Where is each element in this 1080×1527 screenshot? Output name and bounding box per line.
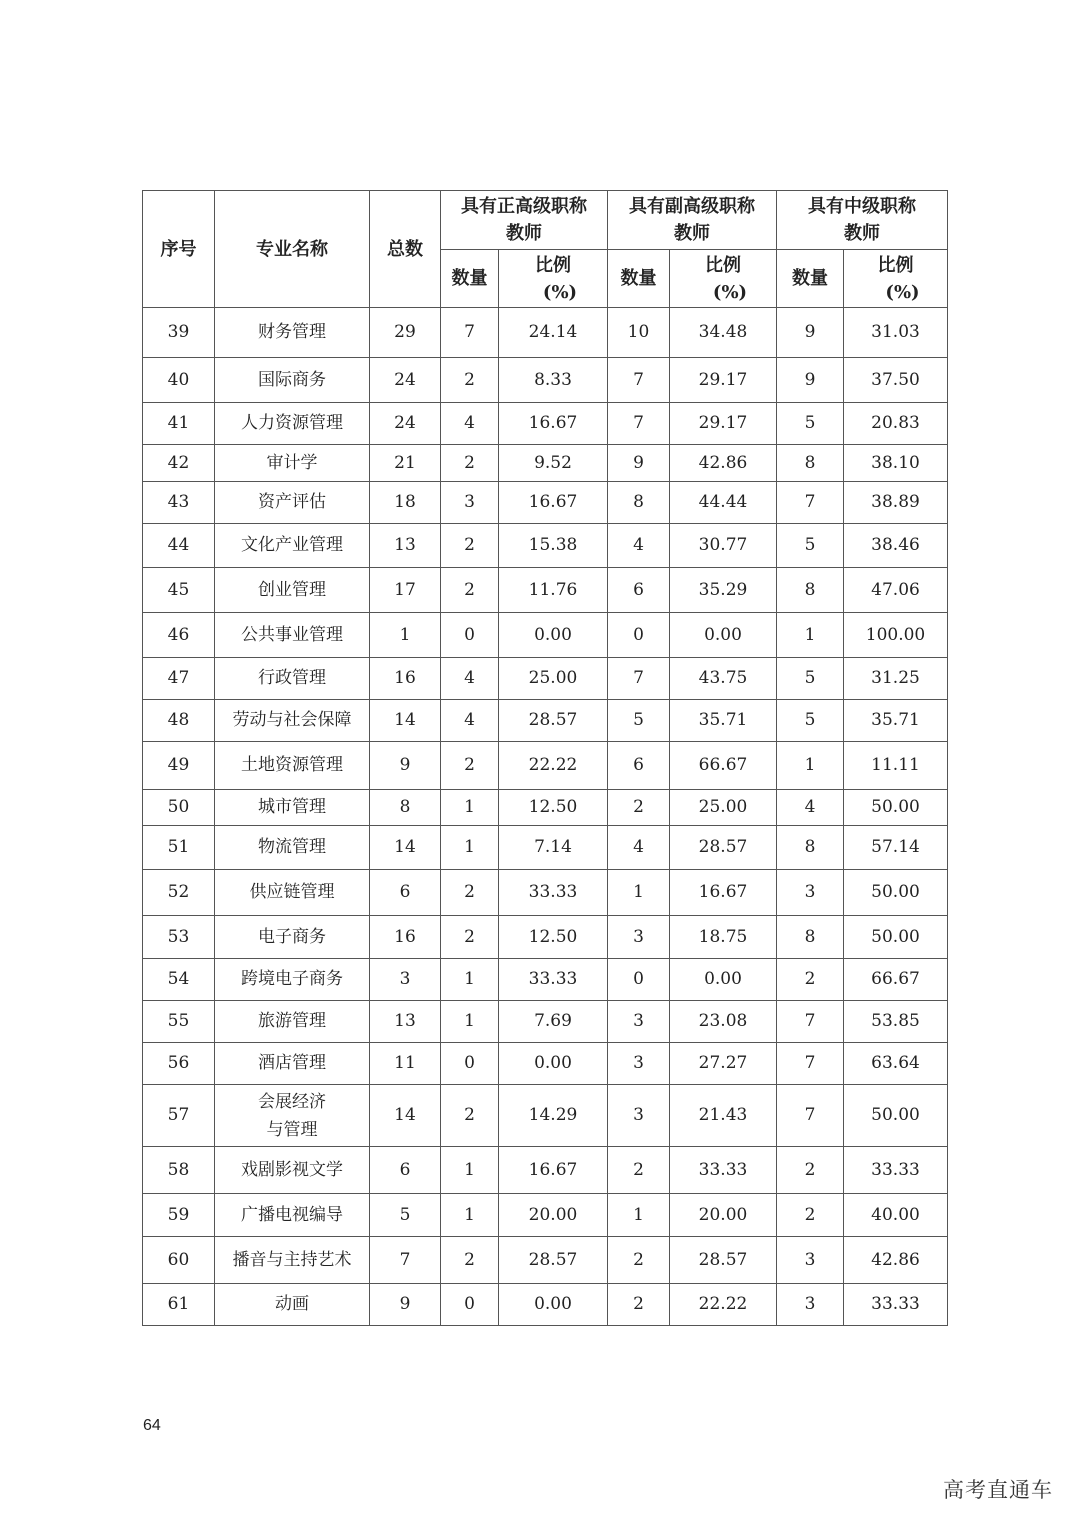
associate-ratio-cell: 16.67 — [670, 870, 777, 916]
intermediate-count-cell: 2 — [777, 1147, 844, 1194]
associate-ratio-cell: 35.29 — [670, 568, 777, 613]
intermediate-ratio-cell: 37.50 — [844, 358, 948, 403]
intermediate-ratio-cell: 50.00 — [844, 790, 948, 826]
associate-ratio-cell: 23.08 — [670, 1001, 777, 1043]
intermediate-count-cell: 5 — [777, 524, 844, 568]
seq-cell: 58 — [143, 1147, 215, 1194]
header-major: 专业名称 — [215, 191, 370, 308]
seq-cell: 44 — [143, 524, 215, 568]
senior-count-cell: 2 — [441, 358, 499, 403]
seq-cell: 51 — [143, 826, 215, 870]
major-cell: 审计学 — [215, 445, 370, 482]
table-row — [143, 308, 948, 358]
associate-count-cell: 9 — [608, 445, 670, 482]
intermediate-ratio-cell: 31.03 — [844, 308, 948, 358]
total-cell: 5 — [370, 1194, 441, 1237]
senior-count-cell: 2 — [441, 916, 499, 959]
major-cell: 劳动与社会保障 — [215, 700, 370, 742]
senior-count-cell: 1 — [441, 826, 499, 870]
intermediate-count-cell: 5 — [777, 700, 844, 742]
total-cell: 11 — [370, 1043, 441, 1085]
table-row — [143, 742, 948, 790]
seq-cell: 54 — [143, 959, 215, 1001]
associate-ratio-cell: 28.57 — [670, 1237, 777, 1284]
intermediate-count-cell: 8 — [777, 826, 844, 870]
associate-count-cell: 0 — [608, 613, 670, 658]
table-row — [143, 658, 948, 700]
senior-ratio-cell: 8.33 — [499, 358, 608, 403]
senior-count-cell: 1 — [441, 1194, 499, 1237]
associate-ratio-cell: 22.22 — [670, 1284, 777, 1326]
major-cell: 动画 — [215, 1284, 370, 1326]
intermediate-ratio-cell: 47.06 — [844, 568, 948, 613]
senior-ratio-cell: 33.33 — [499, 870, 608, 916]
intermediate-ratio-cell: 63.64 — [844, 1043, 948, 1085]
intermediate-ratio-cell: 38.10 — [844, 445, 948, 482]
intermediate-ratio-cell: 42.86 — [844, 1237, 948, 1284]
associate-ratio-cell: 20.00 — [670, 1194, 777, 1237]
table-row — [143, 1085, 948, 1147]
intermediate-ratio-cell: 20.83 — [844, 403, 948, 445]
associate-count-cell: 3 — [608, 1043, 670, 1085]
intermediate-ratio-cell: 66.67 — [844, 959, 948, 1001]
intermediate-ratio-cell: 33.33 — [844, 1284, 948, 1326]
associate-ratio-cell: 43.75 — [670, 658, 777, 700]
header-ratio: 比例 (%) — [844, 250, 948, 308]
total-cell: 6 — [370, 1147, 441, 1194]
table-row — [143, 524, 948, 568]
associate-count-cell: 1 — [608, 1194, 670, 1237]
senior-ratio-cell: 16.67 — [499, 1147, 608, 1194]
seq-cell: 57 — [143, 1085, 215, 1147]
intermediate-count-cell: 7 — [777, 1043, 844, 1085]
table-row — [143, 445, 948, 482]
associate-count-cell: 1 — [608, 870, 670, 916]
total-cell: 16 — [370, 658, 441, 700]
major-cell: 文化产业管理 — [215, 524, 370, 568]
associate-ratio-cell: 35.71 — [670, 700, 777, 742]
major-cell: 跨境电子商务 — [215, 959, 370, 1001]
senior-ratio-cell: 15.38 — [499, 524, 608, 568]
senior-count-cell: 2 — [441, 1085, 499, 1147]
associate-ratio-cell: 34.48 — [670, 308, 777, 358]
associate-count-cell: 4 — [608, 826, 670, 870]
intermediate-count-cell: 5 — [777, 403, 844, 445]
total-cell: 13 — [370, 524, 441, 568]
total-cell: 14 — [370, 700, 441, 742]
major-cell: 供应链管理 — [215, 870, 370, 916]
associate-ratio-cell: 21.43 — [670, 1085, 777, 1147]
table-row — [143, 790, 948, 826]
intermediate-count-cell: 3 — [777, 870, 844, 916]
header-intermediate: 具有中级职称教师 — [777, 191, 948, 250]
total-cell: 6 — [370, 870, 441, 916]
major-cell: 土地资源管理 — [215, 742, 370, 790]
total-cell: 16 — [370, 916, 441, 959]
intermediate-count-cell: 2 — [777, 1194, 844, 1237]
header-ratio: 比例 (%) — [499, 250, 608, 308]
seq-cell: 59 — [143, 1194, 215, 1237]
associate-ratio-cell: 29.17 — [670, 403, 777, 445]
table-row — [143, 1194, 948, 1237]
table-row — [143, 482, 948, 524]
major-cell: 公共事业管理 — [215, 613, 370, 658]
intermediate-count-cell: 3 — [777, 1284, 844, 1326]
seq-cell: 60 — [143, 1237, 215, 1284]
table-row — [143, 870, 948, 916]
associate-ratio-cell: 0.00 — [670, 613, 777, 658]
senior-ratio-cell: 7.69 — [499, 1001, 608, 1043]
table-row — [143, 959, 948, 1001]
major-cell: 播音与主持艺术 — [215, 1237, 370, 1284]
associate-count-cell: 2 — [608, 1147, 670, 1194]
senior-ratio-cell: 24.14 — [499, 308, 608, 358]
major-cell: 电子商务 — [215, 916, 370, 959]
major-cell: 国际商务 — [215, 358, 370, 403]
senior-ratio-cell: 12.50 — [499, 790, 608, 826]
watermark: 高考直通车 — [943, 1478, 1053, 1502]
senior-ratio-cell: 25.00 — [499, 658, 608, 700]
table-row — [143, 358, 948, 403]
header-ratio: 比例 (%) — [670, 250, 777, 308]
seq-cell: 43 — [143, 482, 215, 524]
total-cell: 9 — [370, 1284, 441, 1326]
major-cell: 旅游管理 — [215, 1001, 370, 1043]
associate-ratio-cell: 27.27 — [670, 1043, 777, 1085]
header-senior: 具有正高级职称教师 — [441, 191, 608, 250]
major-cell: 广播电视编导 — [215, 1194, 370, 1237]
associate-count-cell: 5 — [608, 700, 670, 742]
senior-ratio-cell: 0.00 — [499, 613, 608, 658]
seq-cell: 53 — [143, 916, 215, 959]
senior-count-cell: 2 — [441, 568, 499, 613]
total-cell: 24 — [370, 403, 441, 445]
senior-ratio-cell: 28.57 — [499, 700, 608, 742]
seq-cell: 52 — [143, 870, 215, 916]
senior-count-cell: 0 — [441, 1284, 499, 1326]
associate-count-cell: 0 — [608, 959, 670, 1001]
seq-cell: 56 — [143, 1043, 215, 1085]
total-cell: 14 — [370, 826, 441, 870]
senior-count-cell: 4 — [441, 700, 499, 742]
senior-ratio-cell: 20.00 — [499, 1194, 608, 1237]
associate-count-cell: 6 — [608, 568, 670, 613]
senior-count-cell: 1 — [441, 959, 499, 1001]
intermediate-ratio-cell: 100.00 — [844, 613, 948, 658]
associate-ratio-cell: 0.00 — [670, 959, 777, 1001]
intermediate-ratio-cell: 38.89 — [844, 482, 948, 524]
senior-ratio-cell: 14.29 — [499, 1085, 608, 1147]
intermediate-ratio-cell: 53.85 — [844, 1001, 948, 1043]
intermediate-ratio-cell: 38.46 — [844, 524, 948, 568]
associate-count-cell: 2 — [608, 790, 670, 826]
total-cell: 8 — [370, 790, 441, 826]
senior-count-cell: 2 — [441, 870, 499, 916]
intermediate-ratio-cell: 35.71 — [844, 700, 948, 742]
intermediate-count-cell: 1 — [777, 742, 844, 790]
header-total: 总数 — [370, 191, 441, 308]
associate-count-cell: 7 — [608, 658, 670, 700]
intermediate-ratio-cell: 50.00 — [844, 916, 948, 959]
total-cell: 17 — [370, 568, 441, 613]
seq-cell: 40 — [143, 358, 215, 403]
associate-count-cell: 3 — [608, 1085, 670, 1147]
senior-ratio-cell: 22.22 — [499, 742, 608, 790]
seq-cell: 61 — [143, 1284, 215, 1326]
table-row — [143, 1147, 948, 1194]
total-cell: 24 — [370, 358, 441, 403]
associate-ratio-cell: 28.57 — [670, 826, 777, 870]
seq-cell: 55 — [143, 1001, 215, 1043]
page-number: 64 — [143, 1417, 161, 1434]
senior-count-cell: 1 — [441, 1001, 499, 1043]
intermediate-ratio-cell: 57.14 — [844, 826, 948, 870]
associate-ratio-cell: 44.44 — [670, 482, 777, 524]
major-cell: 行政管理 — [215, 658, 370, 700]
associate-ratio-cell: 30.77 — [670, 524, 777, 568]
table-row — [143, 1237, 948, 1284]
senior-count-cell: 4 — [441, 403, 499, 445]
intermediate-ratio-cell: 50.00 — [844, 870, 948, 916]
total-cell: 3 — [370, 959, 441, 1001]
major-cell: 会展经济与管理 — [215, 1085, 370, 1147]
table-row — [143, 613, 948, 658]
intermediate-count-cell: 3 — [777, 1237, 844, 1284]
intermediate-count-cell: 5 — [777, 658, 844, 700]
major-cell: 资产评估 — [215, 482, 370, 524]
associate-count-cell: 7 — [608, 358, 670, 403]
intermediate-ratio-cell: 40.00 — [844, 1194, 948, 1237]
senior-ratio-cell: 11.76 — [499, 568, 608, 613]
table-row — [143, 700, 948, 742]
senior-count-cell: 0 — [441, 1043, 499, 1085]
major-cell: 人力资源管理 — [215, 403, 370, 445]
major-cell: 财务管理 — [215, 308, 370, 358]
associate-count-cell: 8 — [608, 482, 670, 524]
senior-ratio-cell: 7.14 — [499, 826, 608, 870]
associate-ratio-cell: 42.86 — [670, 445, 777, 482]
associate-count-cell: 2 — [608, 1284, 670, 1326]
total-cell: 1 — [370, 613, 441, 658]
total-cell: 18 — [370, 482, 441, 524]
intermediate-count-cell: 1 — [777, 613, 844, 658]
seq-cell: 45 — [143, 568, 215, 613]
senior-count-cell: 2 — [441, 445, 499, 482]
total-cell: 9 — [370, 742, 441, 790]
associate-ratio-cell: 29.17 — [670, 358, 777, 403]
senior-ratio-cell: 0.00 — [499, 1043, 608, 1085]
intermediate-count-cell: 8 — [777, 445, 844, 482]
intermediate-ratio-cell: 11.11 — [844, 742, 948, 790]
senior-ratio-cell: 0.00 — [499, 1284, 608, 1326]
associate-count-cell: 2 — [608, 1237, 670, 1284]
seq-cell: 47 — [143, 658, 215, 700]
total-cell: 29 — [370, 308, 441, 358]
total-cell: 14 — [370, 1085, 441, 1147]
senior-ratio-cell: 16.67 — [499, 403, 608, 445]
intermediate-count-cell: 9 — [777, 308, 844, 358]
seq-cell: 50 — [143, 790, 215, 826]
intermediate-count-cell: 7 — [777, 1001, 844, 1043]
major-cell: 戏剧影视文学 — [215, 1147, 370, 1194]
seq-cell: 42 — [143, 445, 215, 482]
senior-ratio-cell: 28.57 — [499, 1237, 608, 1284]
header-associate: 具有副高级职称教师 — [608, 191, 777, 250]
senior-count-cell: 2 — [441, 742, 499, 790]
intermediate-count-cell: 9 — [777, 358, 844, 403]
intermediate-ratio-cell: 31.25 — [844, 658, 948, 700]
senior-count-cell: 4 — [441, 658, 499, 700]
senior-count-cell: 2 — [441, 1237, 499, 1284]
senior-count-cell: 0 — [441, 613, 499, 658]
total-cell: 13 — [370, 1001, 441, 1043]
total-cell: 21 — [370, 445, 441, 482]
intermediate-ratio-cell: 50.00 — [844, 1085, 948, 1147]
associate-count-cell: 6 — [608, 742, 670, 790]
associate-count-cell: 7 — [608, 403, 670, 445]
senior-count-cell: 3 — [441, 482, 499, 524]
seq-cell: 49 — [143, 742, 215, 790]
intermediate-count-cell: 8 — [777, 568, 844, 613]
seq-cell: 39 — [143, 308, 215, 358]
senior-ratio-cell: 33.33 — [499, 959, 608, 1001]
intermediate-count-cell: 4 — [777, 790, 844, 826]
table-row — [143, 403, 948, 445]
major-cell: 创业管理 — [215, 568, 370, 613]
table-row — [143, 1284, 948, 1326]
header-seq: 序号 — [143, 191, 215, 308]
intermediate-count-cell: 8 — [777, 916, 844, 959]
senior-count-cell: 2 — [441, 524, 499, 568]
seq-cell: 46 — [143, 613, 215, 658]
intermediate-count-cell: 7 — [777, 482, 844, 524]
major-cell: 酒店管理 — [215, 1043, 370, 1085]
senior-count-cell: 1 — [441, 1147, 499, 1194]
faculty-title-table — [142, 190, 948, 1326]
seq-cell: 41 — [143, 403, 215, 445]
associate-ratio-cell: 18.75 — [670, 916, 777, 959]
table-row — [143, 1043, 948, 1085]
table-row — [143, 826, 948, 870]
senior-ratio-cell: 16.67 — [499, 482, 608, 524]
table-body — [143, 308, 948, 1326]
associate-count-cell: 3 — [608, 916, 670, 959]
major-cell: 物流管理 — [215, 826, 370, 870]
seq-cell: 48 — [143, 700, 215, 742]
header-count: 数量 — [608, 250, 670, 308]
associate-count-cell: 4 — [608, 524, 670, 568]
table-row — [143, 568, 948, 613]
header-count: 数量 — [441, 250, 499, 308]
senior-count-cell: 7 — [441, 308, 499, 358]
intermediate-count-cell: 7 — [777, 1085, 844, 1147]
senior-ratio-cell: 12.50 — [499, 916, 608, 959]
total-cell: 7 — [370, 1237, 441, 1284]
table-row — [143, 916, 948, 959]
associate-count-cell: 3 — [608, 1001, 670, 1043]
associate-ratio-cell: 33.33 — [670, 1147, 777, 1194]
major-cell: 城市管理 — [215, 790, 370, 826]
intermediate-ratio-cell: 33.33 — [844, 1147, 948, 1194]
associate-ratio-cell: 66.67 — [670, 742, 777, 790]
associate-ratio-cell: 25.00 — [670, 790, 777, 826]
associate-count-cell: 10 — [608, 308, 670, 358]
intermediate-count-cell: 2 — [777, 959, 844, 1001]
header-count: 数量 — [777, 250, 844, 308]
senior-count-cell: 1 — [441, 790, 499, 826]
table-row — [143, 1001, 948, 1043]
senior-ratio-cell: 9.52 — [499, 445, 608, 482]
